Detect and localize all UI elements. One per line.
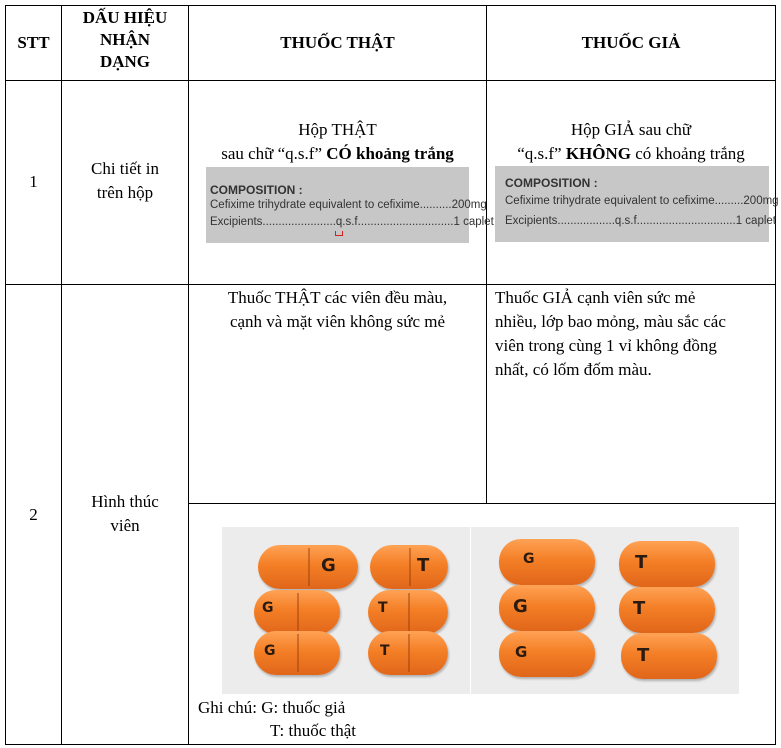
fake-box-line-2: Excipients..................q.s.f...............................1 caplet bbox=[505, 215, 776, 227]
header-stt: STT bbox=[17, 33, 50, 52]
fake-box-title: COMPOSITION : bbox=[505, 176, 598, 190]
table-border-bottom bbox=[5, 744, 776, 745]
header-real: THUỐC THẬT bbox=[280, 33, 395, 52]
pill-mark: T bbox=[633, 598, 646, 619]
row2-fake-line-4: nhất, có lốm đốm màu. bbox=[495, 360, 652, 379]
pill bbox=[368, 631, 448, 675]
fake-caption-text-a: “q.s.f” bbox=[517, 144, 566, 163]
header-sign-line-3: DẠNG bbox=[99, 52, 151, 71]
row1-sign-line-1: Chi tiết in bbox=[91, 159, 159, 178]
table-border-left bbox=[5, 5, 6, 745]
row1-sign bbox=[62, 157, 188, 205]
row1-stt: 1 bbox=[29, 172, 38, 191]
pill-mark: G bbox=[321, 555, 336, 576]
pill-mark: T bbox=[635, 552, 648, 573]
real-box-line-1: Cefixime trihydrate equivalent to cefixime..........200mg bbox=[210, 199, 487, 211]
pill-mark: T bbox=[417, 555, 430, 576]
row1-fake-caption bbox=[487, 118, 775, 166]
note-line-2: T: thuốc thật bbox=[270, 721, 357, 740]
row2-real-line-2: cạnh và mặt viên không sức mẻ bbox=[229, 312, 446, 331]
row1-sign-line-2: trên hộp bbox=[96, 183, 154, 202]
row2-fake-description bbox=[495, 286, 773, 382]
fake-box-line-1: Cefixime trihydrate equivalent to cefixime.........200mg bbox=[505, 195, 779, 207]
row2-sign-line-2: viên bbox=[110, 516, 140, 535]
header-sign bbox=[62, 7, 188, 73]
fake-caption-text-b: có khoảng trắng bbox=[631, 144, 745, 163]
pill bbox=[499, 631, 595, 677]
row2-sign bbox=[62, 490, 188, 538]
row1-fake-caption-line-2 bbox=[487, 142, 775, 166]
pill-mark: G bbox=[262, 600, 274, 616]
table-border-top bbox=[5, 5, 776, 6]
real-caption-text: sau chữ “q.s.f” bbox=[221, 144, 327, 163]
row-divider-2 bbox=[5, 284, 776, 285]
row2-real-description bbox=[189, 286, 486, 334]
header-fake: THUỐC GIẢ bbox=[581, 33, 681, 52]
pill-mark: G bbox=[264, 643, 276, 659]
table-border-right bbox=[775, 5, 776, 745]
row-divider-1 bbox=[5, 80, 776, 81]
pill-mark: G bbox=[523, 551, 535, 567]
pill-mark: T bbox=[637, 645, 650, 666]
row2-fake-line-1: Thuốc GIẢ cạnh viên sức mẻ bbox=[495, 288, 696, 307]
pill-mark: T bbox=[378, 600, 388, 616]
row2-stt: 2 bbox=[29, 505, 38, 524]
pill bbox=[621, 633, 717, 679]
pill bbox=[619, 541, 715, 587]
pill-photo-left bbox=[222, 527, 470, 694]
header-sign-line-1: DẤU HIỆU bbox=[82, 8, 168, 27]
pill bbox=[254, 631, 340, 675]
col-divider-2 bbox=[188, 5, 189, 745]
real-caption-bold: CÓ khoảng trắng bbox=[326, 144, 454, 163]
pill bbox=[254, 590, 340, 634]
col-divider-1 bbox=[61, 5, 62, 745]
header-sign-line-2: NHẬN bbox=[99, 30, 151, 49]
pill bbox=[499, 539, 595, 585]
pill bbox=[619, 587, 715, 633]
row1-real-caption bbox=[189, 118, 486, 166]
row2-inner-divider bbox=[188, 503, 776, 504]
row2-fake-line-2: nhiều, lớp bao mỏng, màu sắc các bbox=[495, 312, 726, 331]
row1-real-caption-line-2 bbox=[189, 142, 486, 166]
pill bbox=[370, 545, 448, 589]
row2-sign-line-1: Hình thúc bbox=[91, 492, 159, 511]
space-marker-icon bbox=[335, 231, 343, 236]
note-line-1: Ghi chú: G: thuốc giả bbox=[198, 698, 346, 717]
pill bbox=[499, 585, 595, 631]
row2-real-line-1: Thuốc THẬT các viên đều màu, bbox=[227, 288, 448, 307]
row2-fake-line-3: viên trong cùng 1 vỉ không đồng bbox=[495, 336, 717, 355]
pill-photo-right bbox=[471, 527, 739, 694]
pill bbox=[258, 545, 358, 589]
real-box-line-2: Excipients.......................q.s.f..............................1 caplet bbox=[210, 216, 494, 228]
row1-real-caption-line-1: Hộp THẬT bbox=[298, 120, 377, 139]
fake-box-image bbox=[495, 166, 779, 242]
real-box-image bbox=[206, 167, 494, 243]
pill-mark: T bbox=[380, 643, 390, 659]
real-box-title: COMPOSITION : bbox=[210, 183, 303, 197]
pill-mark: G bbox=[513, 596, 528, 617]
row1-fake-caption-line-1: Hộp GIẢ sau chữ bbox=[570, 120, 692, 139]
fake-caption-bold: KHÔNG bbox=[565, 144, 631, 163]
pill-mark: G bbox=[515, 643, 528, 661]
pill bbox=[368, 590, 448, 634]
